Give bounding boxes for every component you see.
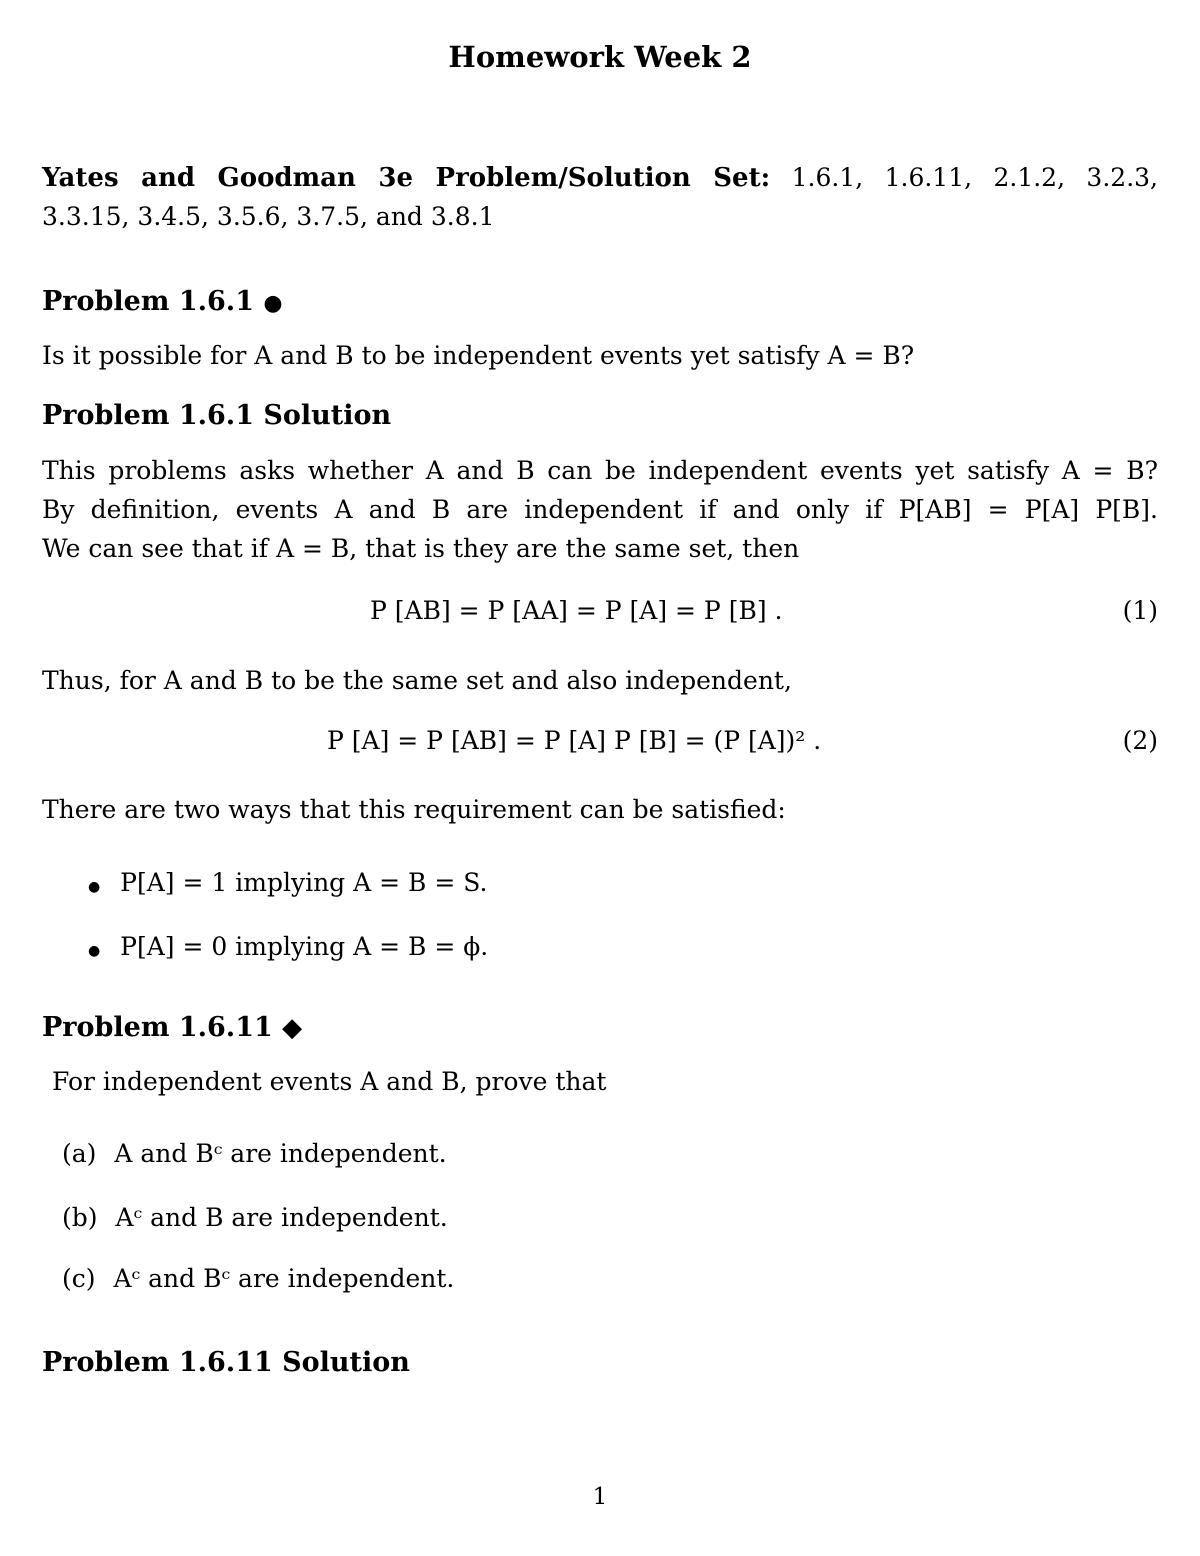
bullet-icon: ●: [88, 943, 101, 959]
problem-set-list-line2: 3.3.15, 3.4.5, 3.5.6, 3.7.5, and 3.8.1: [42, 202, 495, 231]
problem-set-list-line1: 1.6.1, 1.6.11, 2.1.2, 3.2.3,: [791, 163, 1158, 192]
problem-set-line1: [42, 158, 1158, 198]
problem-161-heading: Problem 1.6.1: [42, 286, 254, 317]
solution-161-line5: There are two ways that this requirement can be satisfied:: [42, 795, 786, 824]
problem-161-heading-row: [42, 286, 283, 317]
list-item: (a) A and Bᶜ are independent.: [62, 1139, 447, 1168]
solution-161-heading: Problem 1.6.1 Solution: [42, 400, 392, 431]
page-title: Homework Week 2: [448, 40, 752, 74]
bullet-marker-icon: ●: [263, 290, 283, 316]
solution-161-line2: By definition, events A and B are independent if and only if P[AB] = P[A] P[B].: [42, 495, 1158, 524]
equation-1: P [AB] = P [AA] = P [A] = P [B] .: [370, 596, 783, 625]
page-number: 1: [592, 1484, 608, 1510]
problem-161-text: Is it possible for A and B to be independent events yet satisfy A = B?: [42, 341, 915, 370]
list-item: (c) Aᶜ and Bᶜ are independent.: [62, 1264, 455, 1293]
equation-2: P [A] = P [AB] = P [A] P [B] = (P [A])² .: [327, 726, 822, 755]
solution-161-line1: This problems asks whether A and B can be independent events yet satisfy A = B?: [42, 456, 1158, 485]
bullet-icon: ●: [88, 879, 101, 895]
diamond-marker-icon: ◆: [282, 1013, 303, 1043]
equation-1-number: (1): [1122, 596, 1158, 625]
problem-set-label: Yates and Goodman 3e Problem/Solution Set:: [42, 163, 771, 193]
solution-161-line3: We can see that if A = B, that is they are the same set, then: [42, 534, 800, 563]
problem-1611-heading: Problem 1.6.11: [42, 1012, 273, 1043]
problem-1611-text: For independent events A and B, prove that: [52, 1067, 607, 1096]
solution-161-line4: Thus, for A and B to be the same set and also independent,: [42, 666, 792, 695]
list-item: ● P[A] = 0 implying A = B = ϕ.: [88, 932, 489, 961]
list-item: (b) Aᶜ and B are independent.: [62, 1203, 448, 1232]
problem-1611-heading-row: [42, 1012, 302, 1043]
list-item: ● P[A] = 1 implying A = B = S.: [88, 868, 488, 897]
equation-2-number: (2): [1122, 726, 1158, 755]
solution-1611-heading: Problem 1.6.11 Solution: [42, 1347, 410, 1378]
